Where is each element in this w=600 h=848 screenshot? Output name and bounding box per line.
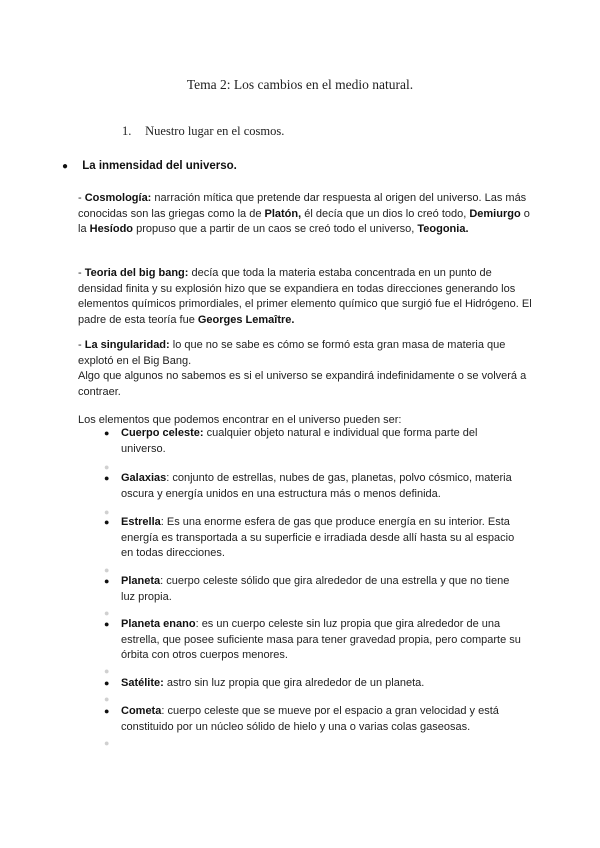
document-title: Tema 2: Los cambios en el medio natural.	[186, 77, 414, 92]
term: Satélite:	[121, 677, 164, 689]
section-heading	[62, 160, 237, 172]
bullet-icon: ●	[104, 694, 110, 704]
term-demiurgo: Demiurgo	[469, 207, 521, 220]
list-item-cometa	[104, 704, 524, 735]
heading-text: La inmensidad del universo.	[82, 160, 237, 172]
bullet-icon: ●	[104, 666, 110, 676]
list-item-estrella	[104, 515, 524, 562]
text: Algo que algunos no sabemos es si el universo se expandirá indefinidamente o se volverá a contraer.	[78, 370, 527, 398]
text: él decía que un dios lo creó todo,	[301, 207, 470, 220]
term: Galaxias	[121, 472, 167, 484]
list-item-galaxias	[104, 471, 524, 502]
list-item-planeta	[104, 574, 524, 605]
dash: -	[78, 192, 85, 204]
bullet-icon: ●	[104, 738, 110, 748]
bullet-icon: ●	[62, 161, 69, 172]
desc: : es un cuerpo celeste sin luz propia que gira alrededor de una estrella, que posee suficiente masa para tener gravedad propia, pero comparte su órbita con otros cuerpos menores.	[121, 618, 521, 661]
cosmologia-paragraph	[78, 191, 538, 238]
item-number: 1.	[122, 124, 132, 138]
bullet-icon: ●	[104, 608, 110, 618]
term: Planeta enano	[121, 618, 196, 630]
bullet-icon: ●	[104, 619, 110, 629]
bullet-icon: ●	[104, 678, 110, 688]
term-big-bang: Teoria del big bang:	[84, 267, 189, 279]
dash: -	[78, 267, 85, 279]
desc: : Es una enorme esfera de gas que produce energía en su interior. Esta energía es transportada a su superficie e irradiada desde allí hasta su al espacio en todas direcciones.	[121, 516, 515, 559]
bullet-icon: ●	[104, 517, 110, 527]
text: decía que toda la materia estaba concentrada en un punto de densidad finita y su explosión hizo que se expandiera en todas direcciones generando los elementos químicos primordiales, el primer elemento químico que surgió fue el Hidrógeno. El padre de esta teoría fue	[78, 267, 532, 326]
desc: : cuerpo celeste sólido que gira alrededor de una estrella y que no tiene luz propia.	[121, 575, 510, 603]
term-hesiodo: Hesíodo	[89, 223, 134, 235]
numbered-item	[122, 124, 284, 139]
term-cosmologia: Cosmología:	[84, 192, 152, 204]
bullet-icon: ●	[104, 706, 110, 716]
bullet-icon: ●	[104, 576, 110, 586]
desc: : conjunto de estrellas, nubes de gas, planetas, polvo cósmico, materia oscura y energía unidos en una estructura más o menos definida.	[121, 472, 512, 500]
bullet-icon: ●	[104, 565, 110, 575]
term-platon: Platón,	[264, 207, 302, 220]
list-item-satelite	[104, 676, 524, 692]
list-item-cuerpo-celeste	[104, 426, 524, 457]
item-text: Nuestro lugar en el cosmos.	[145, 124, 285, 138]
bullet-icon: ●	[104, 428, 110, 438]
term: Cometa	[121, 705, 162, 717]
term-singularidad: La singularidad:	[84, 339, 170, 351]
term-teogonia: Teogonia.	[417, 223, 469, 235]
singularidad-paragraph	[78, 338, 538, 400]
bullet-icon: ●	[104, 473, 110, 483]
desc: astro sin luz propia que gira alrededor de un planeta.	[163, 677, 425, 689]
text: o la	[78, 207, 530, 235]
text: lo que no se sabe es cómo se formó esta gran masa de materia que explotó en el Big Bang.	[78, 339, 506, 367]
desc: : cuerpo celeste que se mueve por el espacio a gran velocidad y está constituido por un núcleo sólido de hielo y una o varias colas gaseosas.	[121, 705, 499, 733]
dash: -	[78, 339, 85, 351]
elements-intro: Los elementos que podemos encontrar en el universo pueden ser:	[78, 414, 402, 426]
term: Cuerpo celeste:	[121, 427, 204, 439]
text: propuso que a partir de un caos se creó todo el universo,	[133, 223, 418, 235]
bullet-icon: ●	[104, 507, 110, 517]
desc: cualquier objeto natural e individual que forma parte del universo.	[121, 427, 478, 455]
text: narración mítica que pretende dar respuesta al origen del universo. Las más conocidas son las griegas como la de	[78, 192, 527, 220]
term-lemaitre: Georges Lemaître.	[197, 313, 295, 326]
term: Planeta	[121, 575, 161, 587]
term: Estrella	[121, 516, 161, 528]
big-bang-paragraph	[78, 266, 538, 328]
bullet-icon: ●	[104, 462, 110, 472]
list-item-planeta-enano	[104, 617, 524, 664]
